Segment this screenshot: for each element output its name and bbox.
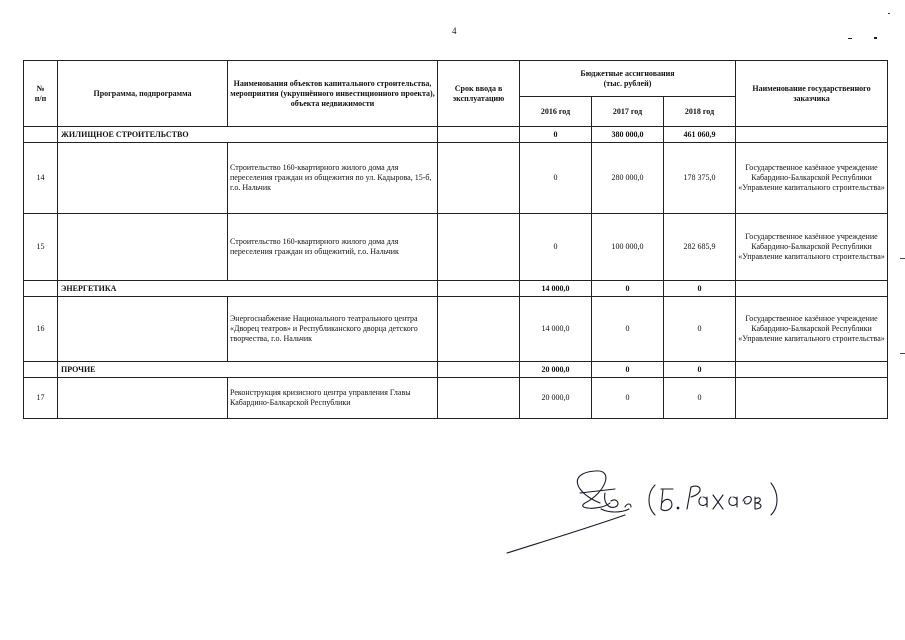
budget-table bbox=[23, 60, 888, 419]
row-2017: 100 000,0 bbox=[592, 214, 664, 281]
row-no: 15 bbox=[24, 214, 58, 281]
row-program bbox=[58, 297, 228, 362]
header-2018: 2018 год bbox=[664, 97, 736, 127]
header-objects: Наименования объектов капитального строительства, мероприятия (укрупнённого инвестиционного проекта), объекта недвижимости bbox=[228, 61, 438, 127]
header-no: № п/п bbox=[24, 61, 58, 127]
row-2017: 0 bbox=[592, 378, 664, 419]
section-no bbox=[24, 362, 58, 378]
header-2016: 2016 год bbox=[520, 97, 592, 127]
section-2017: 380 000,0 bbox=[592, 127, 664, 143]
section-2018: 0 bbox=[664, 362, 736, 378]
row-2016: 14 000,0 bbox=[520, 297, 592, 362]
section-2018: 461 060,9 bbox=[664, 127, 736, 143]
row-no: 16 bbox=[24, 297, 58, 362]
table-row bbox=[24, 143, 888, 214]
row-program bbox=[58, 143, 228, 214]
section-term bbox=[438, 127, 520, 143]
row-2018: 0 bbox=[664, 297, 736, 362]
section-name: ЭНЕРГЕТИКА bbox=[58, 281, 438, 297]
row-2016: 0 bbox=[520, 143, 592, 214]
scan-mark bbox=[874, 37, 877, 39]
section-2017: 0 bbox=[592, 281, 664, 297]
section-no bbox=[24, 281, 58, 297]
section-term bbox=[438, 281, 520, 297]
section-row bbox=[24, 127, 888, 143]
section-customer bbox=[736, 127, 888, 143]
header-customer: Наименование государственного заказчика bbox=[736, 61, 888, 127]
section-row bbox=[24, 362, 888, 378]
section-2017: 0 bbox=[592, 362, 664, 378]
row-customer: Государственное казённое учреждение Кабардино-Балкарской Республики «Управление капитального строительства» bbox=[736, 214, 888, 281]
row-2017: 0 bbox=[592, 297, 664, 362]
section-term bbox=[438, 362, 520, 378]
page-number: 4 bbox=[452, 26, 457, 36]
row-customer: Государственное казённое учреждение Кабардино-Балкарской Республики «Управление капитального строительства» bbox=[736, 143, 888, 214]
scan-mark bbox=[888, 13, 890, 14]
row-no: 17 bbox=[24, 378, 58, 419]
section-name: ЖИЛИЩНОЕ СТРОИТЕЛЬСТВО bbox=[58, 127, 438, 143]
row-object: Строительство 160-квартирного жилого дома для переселения граждан из общежития по ул. Кадырова, 15-б, г.о. Нальчик bbox=[228, 143, 438, 214]
row-no: 14 bbox=[24, 143, 58, 214]
row-term bbox=[438, 378, 520, 419]
scan-mark bbox=[900, 353, 905, 354]
section-2016: 14 000,0 bbox=[520, 281, 592, 297]
header-budget: Бюджетные ассигнования (тыс. рублей) bbox=[520, 61, 736, 97]
handwritten-signature bbox=[505, 463, 795, 558]
row-object: Энергоснабжение Национального театрального центра «Дворец театров» и Республиканского дворца детского творчества, г.о. Нальчик bbox=[228, 297, 438, 362]
section-2016: 20 000,0 bbox=[520, 362, 592, 378]
row-2018: 178 375,0 bbox=[664, 143, 736, 214]
row-2017: 280 000,0 bbox=[592, 143, 664, 214]
header-program: Программа, подпрограмма bbox=[58, 61, 228, 127]
row-2016: 0 bbox=[520, 214, 592, 281]
row-term bbox=[438, 214, 520, 281]
row-program bbox=[58, 214, 228, 281]
row-customer bbox=[736, 378, 888, 419]
row-2018: 0 bbox=[664, 378, 736, 419]
header-term: Срок ввода в эксплуатацию bbox=[438, 61, 520, 127]
row-2018: 282 685,9 bbox=[664, 214, 736, 281]
table-row bbox=[24, 378, 888, 419]
row-customer: Государственное казённое учреждение Кабардино-Балкарской Республики «Управление капитального строительства» bbox=[736, 297, 888, 362]
row-term bbox=[438, 143, 520, 214]
section-customer bbox=[736, 281, 888, 297]
table-row bbox=[24, 297, 888, 362]
row-term bbox=[438, 297, 520, 362]
row-object: Строительство 160-квартирного жилого дома для переселения граждан из общежитий, г.о. Нальчик bbox=[228, 214, 438, 281]
row-2016: 20 000,0 bbox=[520, 378, 592, 419]
section-row bbox=[24, 281, 888, 297]
section-name: ПРОЧИЕ bbox=[58, 362, 438, 378]
table-row bbox=[24, 214, 888, 281]
row-program bbox=[58, 378, 228, 419]
row-object: Реконструкция кризисного центра управления Главы Кабардино-Балкарской Республики bbox=[228, 378, 438, 419]
scan-mark bbox=[848, 38, 852, 39]
section-2016: 0 bbox=[520, 127, 592, 143]
section-customer bbox=[736, 362, 888, 378]
section-2018: 0 bbox=[664, 281, 736, 297]
header-2017: 2017 год bbox=[592, 97, 664, 127]
section-no bbox=[24, 127, 58, 143]
scan-mark bbox=[900, 258, 905, 259]
